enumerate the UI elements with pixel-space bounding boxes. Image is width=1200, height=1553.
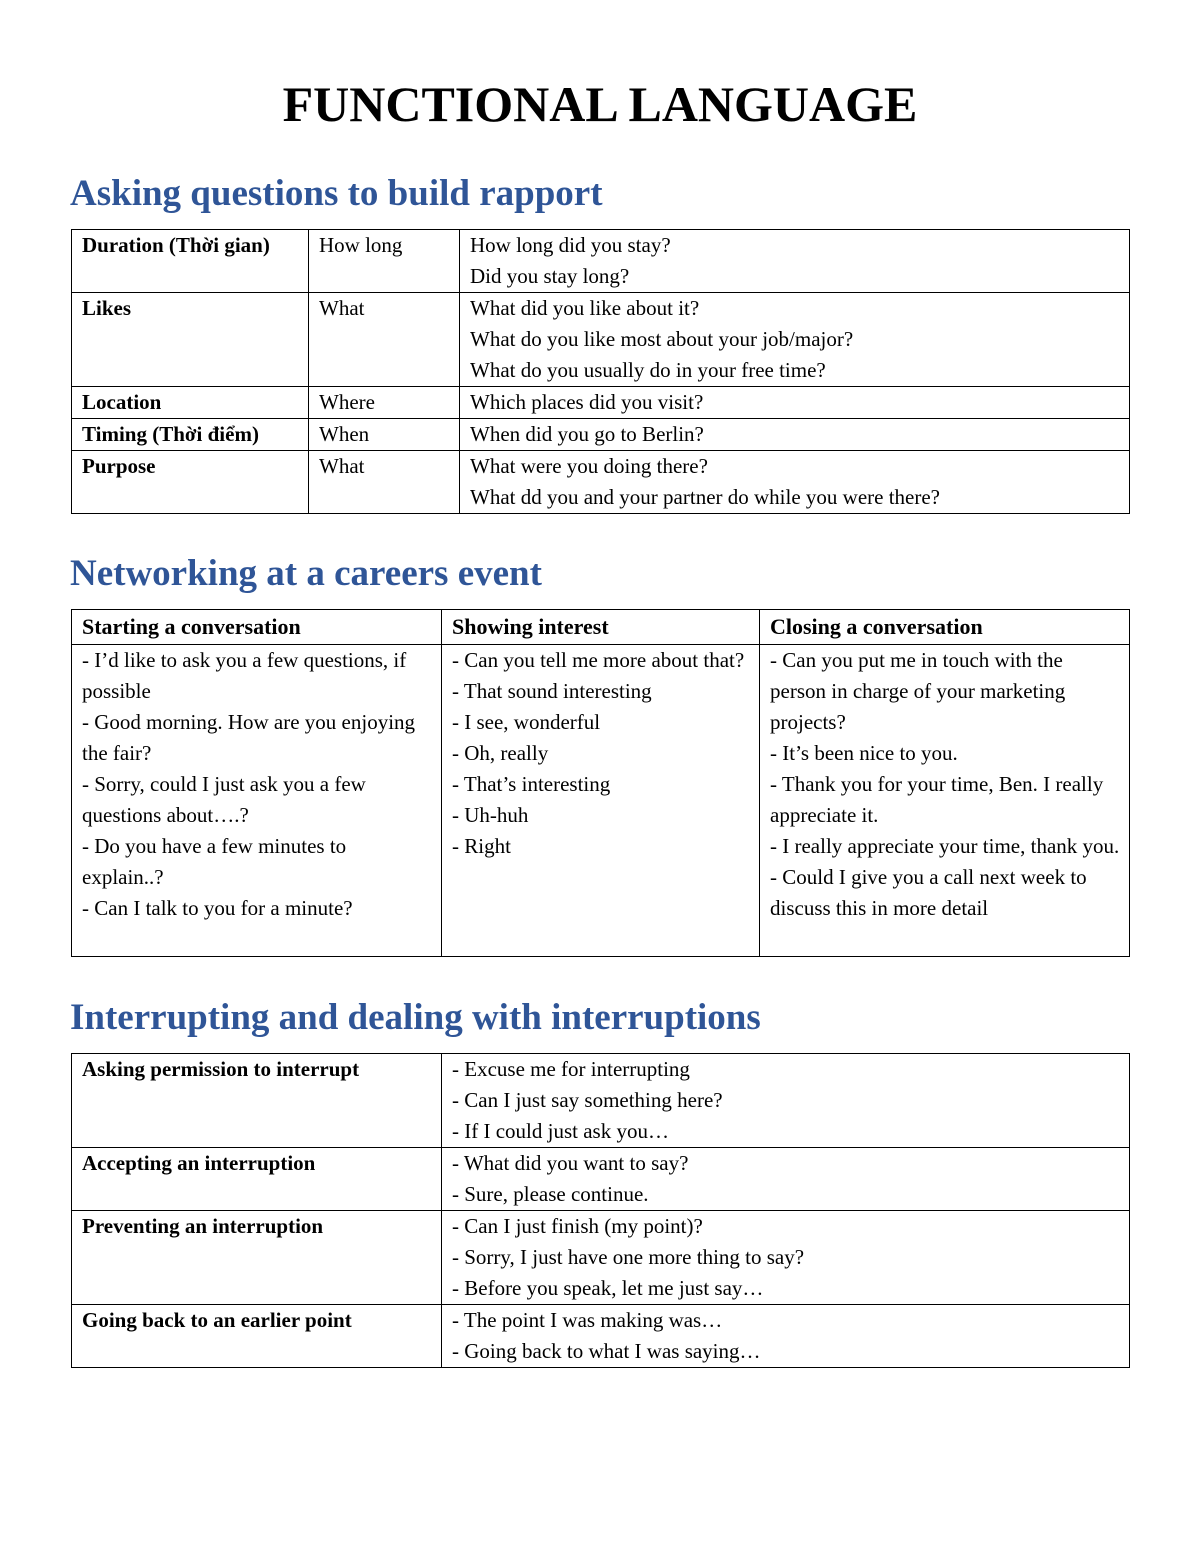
list-item: - Good morning. How are you enjoying the fair? [82,710,416,765]
starting-phrases-cell [72,645,442,957]
question-word-cell [309,419,460,451]
example-line: - The point I was making was… [452,1308,723,1332]
example-line: Which places did you visit? [470,390,704,414]
examples-cell [442,1148,1130,1211]
list-item: - Can I talk to you for a minute? [82,896,353,920]
list-item: - It’s been nice to you. [770,741,958,765]
example-line: - Can I just finish (my point)? [452,1214,703,1238]
example-line: What do you like most about your job/major? [470,327,854,351]
examples-cell [460,419,1130,451]
example-line: - Before you speak, let me just say… [452,1276,764,1300]
list-item: - I’d like to ask you a few questions, if possible [82,648,407,703]
list-item: - I really appreciate your time, thank you. [770,834,1120,858]
section-heading-interrupting: Interrupting and dealing with interruptions [70,997,761,1038]
list-item: - Right [452,834,511,858]
examples-cell [460,451,1130,514]
column-header-closing: Closing a conversation [760,610,1130,645]
list-item: - Thank you for your time, Ben. I really appreciate it. [770,772,1104,827]
list-item: - Do you have a few minutes to explain..? [82,834,347,889]
table-row [72,1148,1130,1211]
column-header-interest: Showing interest [442,610,760,645]
category-cell: Going back to an earlier point [72,1305,442,1368]
example-line: - If I could just ask you… [452,1119,669,1143]
interrupting-table [71,1053,1130,1368]
example-line: - Sorry, I just have one more thing to say? [452,1245,805,1269]
example-line: - Can I just say something here? [452,1088,723,1112]
list-item: - I see, wonderful [452,710,601,734]
category-cell [72,419,309,451]
table-row [72,451,1130,514]
example-line: How long did you stay? [470,233,671,257]
question-word-cell [309,387,460,419]
column-header-starting: Starting a conversation [72,610,442,645]
table-header-row [72,610,1130,645]
list-item: - Oh, really [452,741,549,765]
examples-cell [442,1305,1130,1368]
section-heading-rapport: Asking questions to build rapport [70,173,603,214]
example-line: - Going back to what I was saying… [452,1339,761,1363]
examples-cell [460,387,1130,419]
category-label: Location [82,390,162,414]
category-label: Timing (Thời điểm) [82,422,259,446]
example-line: What did you like about it? [470,296,700,320]
example-line: - Sure, please continue. [452,1182,649,1206]
example-line: When did you go to Berlin? [470,422,704,446]
table-row [72,1054,1130,1148]
section-heading-networking: Networking at a careers event [70,553,542,594]
example-line: - Excuse me for interrupting [452,1057,690,1081]
example-line: - What did you want to say? [452,1151,689,1175]
question-word: Where [319,390,375,414]
category-cell: Accepting an interruption [72,1148,442,1211]
question-word: When [319,422,370,446]
table-row [72,387,1130,419]
list-item: - Can you put me in touch with the person in charge of your marketing projects? [770,648,1066,734]
list-item: - Can you tell me more about that? [452,648,745,672]
list-item: - That sound interesting [452,679,652,703]
category-cell [72,387,309,419]
examples-cell [460,293,1130,387]
rapport-table [71,229,1130,514]
category-cell: Asking permission to interrupt [72,1054,442,1148]
category-label: Purpose [82,454,156,478]
table-row [72,293,1130,387]
question-word: What [319,454,365,478]
question-word-cell [309,451,460,514]
interest-phrases-cell [442,645,760,957]
question-word: How long [319,233,403,257]
networking-table [71,609,1130,957]
category-cell [72,451,309,514]
examples-cell [442,1211,1130,1305]
example-line: What were you doing there? [470,454,708,478]
category-label: Duration (Thời gian) [82,233,270,257]
examples-cell [460,230,1130,293]
category-cell: Preventing an interruption [72,1211,442,1305]
table-row [72,645,1130,957]
closing-phrases-cell [760,645,1130,957]
question-word-cell [309,230,460,293]
question-word: What [319,296,365,320]
example-line: What dd you and your partner do while you were there? [470,485,940,509]
category-label: Likes [82,296,132,320]
list-item: - That’s interesting [452,772,611,796]
table-row [72,1211,1130,1305]
list-item: - Uh-huh [452,803,529,827]
table-row [72,1305,1130,1368]
example-line: What do you usually do in your free time? [470,358,826,382]
example-line: Did you stay long? [470,264,630,288]
list-item: - Could I give you a call next week to discuss this in more detail [770,865,1087,920]
list-item: - Sorry, could I just ask you a few questions about….? [82,772,366,827]
table-row [72,419,1130,451]
question-word-cell [309,293,460,387]
category-cell [72,230,309,293]
examples-cell [442,1054,1130,1148]
category-cell [72,293,309,387]
page-title: FUNCTIONAL LANGUAGE [282,76,918,132]
table-row [72,230,1130,293]
